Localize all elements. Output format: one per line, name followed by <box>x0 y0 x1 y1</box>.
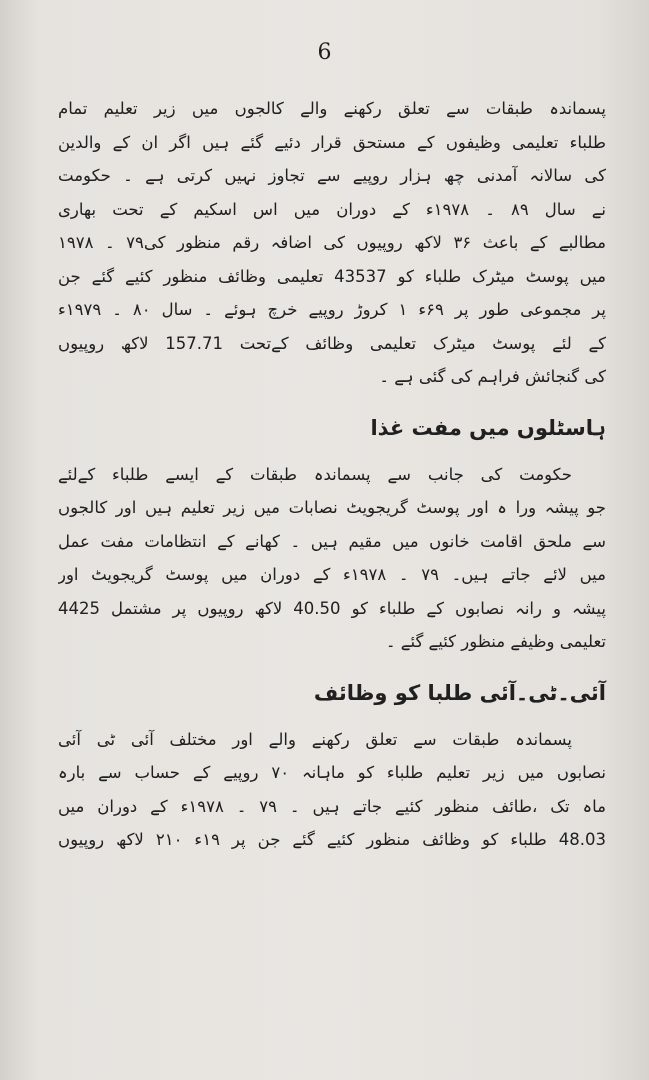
section-heading-iti-scholarships: آئی۔ٹی۔آئی طلبا کو وظائف <box>313 680 606 705</box>
text-line: کی گنجائش فراہم کی گئی ہے ۔ <box>379 367 606 386</box>
text-line: نے سال ۸۹ ۔ ۱۹۷۸ء کے دوران میں اس اسکیم کے تحت بھاری <box>58 199 606 219</box>
text-line: جو پیشہ ورا ہ اور پوسٹ گریجویٹ نصابات میں زیر تعلیم ہیں اور کالجوں <box>58 498 606 517</box>
text-line: مطالبے کے باعث ۳۶ لاکھ روپیوں کی اضافہ رقم منظور کی۷۹ ۔ ۱۹۷۸ <box>58 233 606 252</box>
section-heading-hostel-food: ہاسٹلوں میں مفت غذا <box>370 415 606 440</box>
page-number: 6 <box>317 40 332 65</box>
text-line: پسماندہ طبقات سے تعلق رکھنے والے کالجوں میں زیر تعلیم تمام <box>58 99 606 118</box>
text-line: 48.03 طلباء کو وظائف منظور کئیے گئے جن پر ۱۹ء ۲۱۰ لاکھ روپیوں <box>58 830 606 849</box>
text-line: کے لئے پوسٹ میٹرک تعلیمی وظائف کےتحت 157.71 لاکھ روپیوں <box>58 333 606 353</box>
text-line: پسماندہ طبقات سے تعلق رکھنے والے اور مختلف آئی ٹی آئی <box>58 729 572 749</box>
text-line: تعلیمی وظیفے منظور کئیے گئے ۔ <box>385 632 606 651</box>
paragraph-scholarships <box>58 92 606 394</box>
text-line: ماہ تک ،طائف منظور کئیے جاتے ہیں ۔ ۷۹ ۔ ۱۹۷۸ء کے دوران میں <box>58 796 606 816</box>
text-line: پیشہ و رانہ نصابوں کے طلباء کو 40.50 لاکھ روپیوں پر مشتمل 4425 <box>58 598 606 618</box>
paragraph-hostel-food <box>58 458 606 659</box>
text-line: میں پوسٹ میٹرک طلباء کو 43537 تعلیمی وظائف منظور کئیے گئے جن <box>58 266 606 286</box>
text-line: پر مجموعی طور پر ۶۹ء ۱ کروڑ روپیے خرچ ہوئے ۔ سال ۸۰ ۔ ۱۹۷۹ء <box>58 300 606 319</box>
page-content <box>58 92 606 857</box>
text-line: طلباء تعلیمی وظیفوں کے مستحق قرار دئیے گئے ہیں اگر ان کے والدین <box>58 132 606 152</box>
text-line: میں لائے جاتے ہیں۔ ۷۹ ۔ ۱۹۷۸ء کے دوران میں پوسٹ گریجویٹ اور <box>58 565 606 584</box>
text-line: نصابوں میں زیر تعلیم طلباء کو ماہانہ ۷۰ روپیے کے حساب سے بارہ <box>58 763 606 782</box>
text-line: سے ملحق اقامت خانوں میں مقیم ہیں ۔ کھانے کے انتظامات مفت عمل <box>58 531 606 551</box>
text-line: حکومت کی جانب سے پسماندہ طبقات کے ایسے طلباء کےلئے <box>58 464 572 484</box>
paragraph-iti-scholarships <box>58 723 606 857</box>
text-line: کی سالانہ آمدنی چھ ہزار روپیے سے تجاوز نہیں کرتی ہے ۔ حکومت <box>58 166 606 185</box>
